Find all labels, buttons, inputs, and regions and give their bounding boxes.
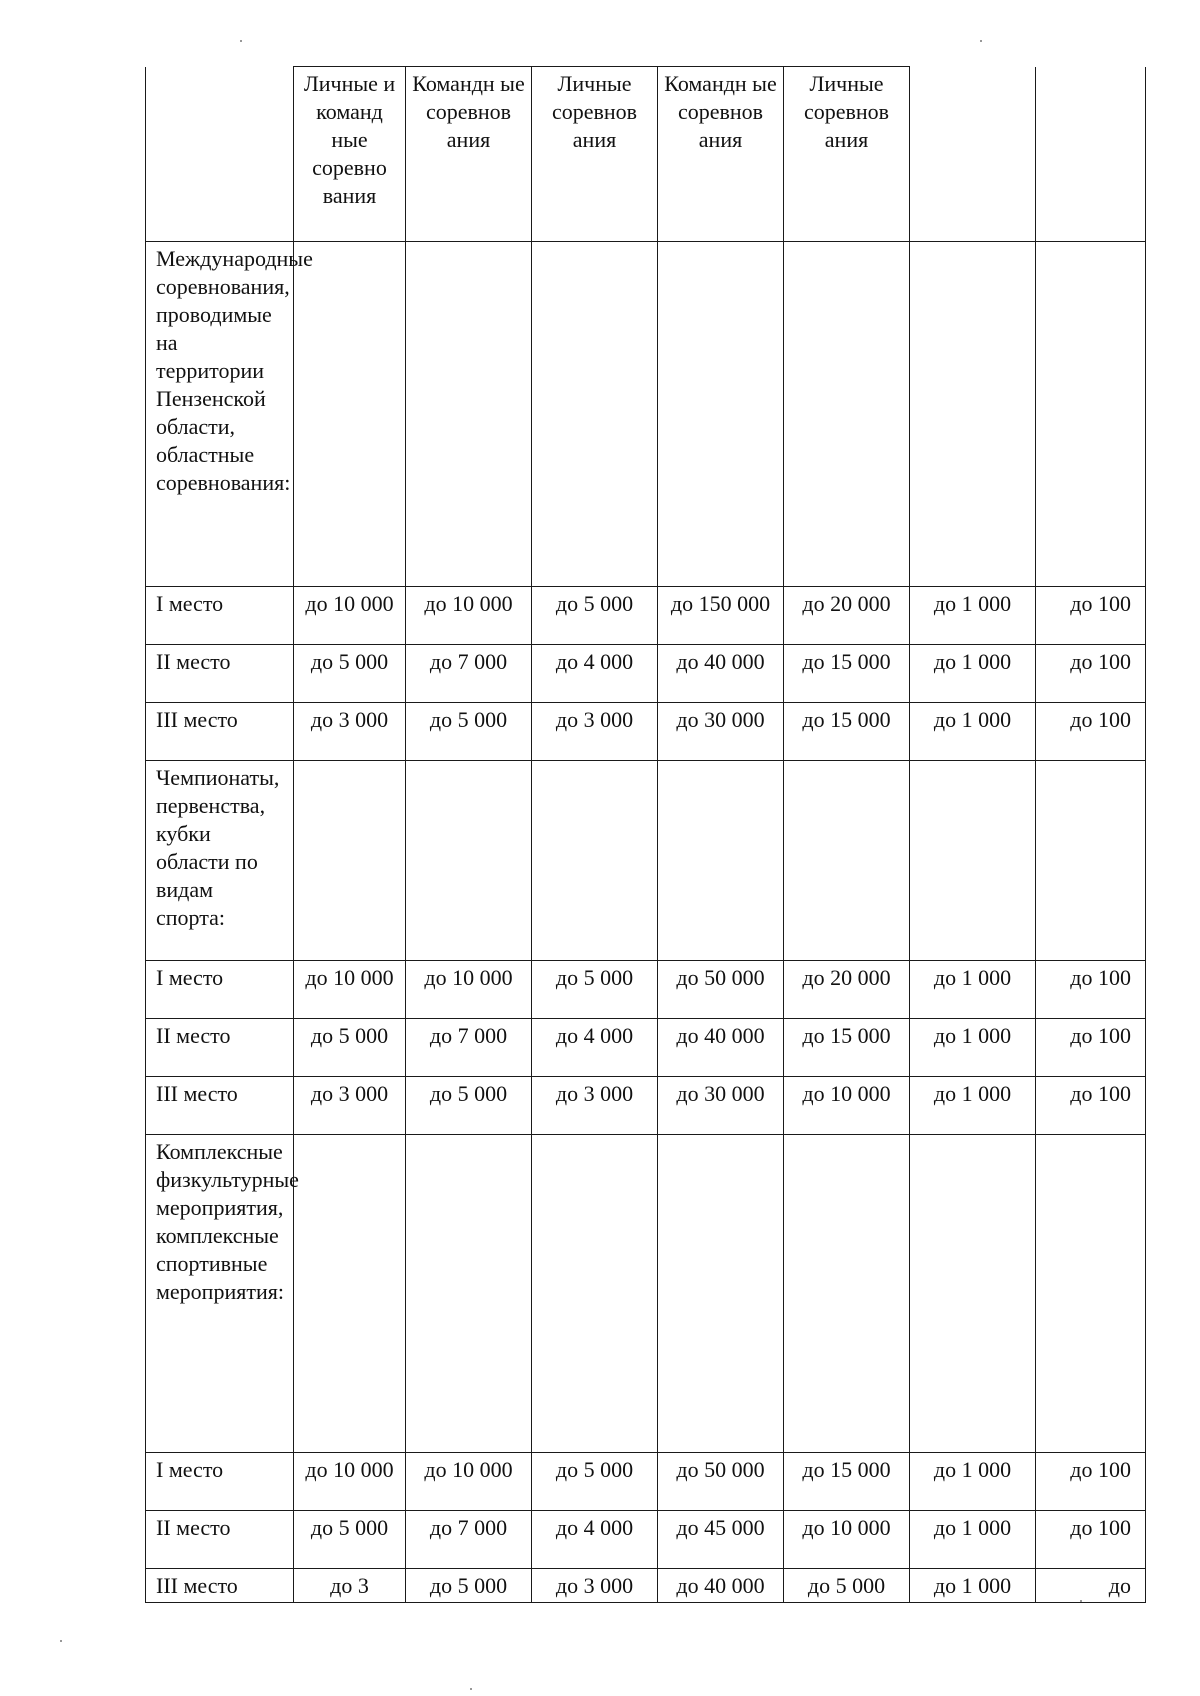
value-cell: до 1 000 — [910, 1019, 1036, 1077]
empty-cell — [406, 761, 532, 961]
value-cell: до 100 — [1036, 1019, 1146, 1077]
section-title: Международные соревнования, проводимые на территории Пензенской области, областные соревнования: — [146, 242, 294, 587]
section-title-row — [146, 242, 1146, 587]
section-title: Чемпионаты, первенства, кубки области по видам спорта: — [146, 761, 294, 961]
value-cell: до 1 000 — [910, 1077, 1036, 1135]
value-cell: до 5 000 — [294, 1019, 406, 1077]
value-cell: до 5 000 — [294, 645, 406, 703]
value-cell: до 3 000 — [532, 703, 658, 761]
value-cell: до 10 000 — [294, 961, 406, 1019]
value-cell: до 10 000 — [294, 1453, 406, 1511]
header-cell-3: Личные соревнов ания — [532, 67, 658, 242]
value-cell: до 40 000 — [658, 1019, 784, 1077]
value-cell: до 7 000 — [406, 1511, 532, 1569]
table-row — [146, 703, 1146, 761]
scan-speck — [60, 1640, 62, 1642]
value-cell: до 3 000 — [532, 1569, 658, 1603]
value-cell: до 30 000 — [658, 703, 784, 761]
value-cell: до 4 000 — [532, 645, 658, 703]
value-cell: до 10 000 — [406, 961, 532, 1019]
prize-table — [145, 66, 1146, 1603]
place-label: III место — [146, 703, 294, 761]
value-cell: до 3 — [294, 1569, 406, 1603]
value-cell: до 1 000 — [910, 961, 1036, 1019]
empty-cell — [910, 1135, 1036, 1453]
empty-cell — [1036, 761, 1146, 961]
value-cell: до 20 000 — [784, 961, 910, 1019]
table-body — [146, 67, 1146, 1603]
value-cell: до 1 000 — [910, 703, 1036, 761]
value-cell: до 5 000 — [532, 961, 658, 1019]
value-cell: до 40 000 — [658, 645, 784, 703]
table-row — [146, 1453, 1146, 1511]
value-cell: до 5 000 — [406, 703, 532, 761]
value-cell: до 5 000 — [532, 1453, 658, 1511]
value-cell: до 1 000 — [910, 1569, 1036, 1603]
value-cell: до 100 — [1036, 703, 1146, 761]
empty-cell — [532, 242, 658, 587]
empty-cell — [532, 761, 658, 961]
empty-cell — [784, 761, 910, 961]
section-title-row — [146, 761, 1146, 961]
empty-cell — [1036, 1135, 1146, 1453]
place-label: III место — [146, 1077, 294, 1135]
value-cell: до 3 000 — [294, 1077, 406, 1135]
place-label: II место — [146, 1511, 294, 1569]
section-title: Комплексные физкультурные мероприятия, комплексные спортивные мероприятия: — [146, 1135, 294, 1453]
header-cell-0 — [146, 67, 294, 242]
value-cell: до 5 000 — [532, 587, 658, 645]
value-cell: до 15 000 — [784, 703, 910, 761]
value-cell: до 4 000 — [532, 1019, 658, 1077]
empty-cell — [294, 242, 406, 587]
value-cell: до 7 000 — [406, 1019, 532, 1077]
place-label: II место — [146, 645, 294, 703]
value-cell: до 1 000 — [910, 645, 1036, 703]
scan-speck — [980, 40, 982, 42]
empty-cell — [910, 761, 1036, 961]
value-cell: до 40 000 — [658, 1569, 784, 1603]
value-cell: до 100 — [1036, 645, 1146, 703]
place-label: I место — [146, 961, 294, 1019]
value-cell: до 1 000 — [910, 587, 1036, 645]
value-cell: до 50 000 — [658, 1453, 784, 1511]
value-cell: до 1 000 — [910, 1511, 1036, 1569]
header-cell-7 — [1036, 67, 1146, 242]
value-cell: до 10 000 — [406, 587, 532, 645]
header-cell-5: Личные соревнов ания — [784, 67, 910, 242]
empty-cell — [294, 1135, 406, 1453]
empty-cell — [1036, 242, 1146, 587]
value-cell: до 15 000 — [784, 645, 910, 703]
value-cell: до 100 — [1036, 1077, 1146, 1135]
empty-cell — [910, 242, 1036, 587]
value-cell: до 15 000 — [784, 1453, 910, 1511]
value-cell: до 100 — [1036, 1511, 1146, 1569]
place-label: III место — [146, 1569, 294, 1603]
scan-speck — [470, 1688, 472, 1690]
section-title-row — [146, 1135, 1146, 1453]
value-cell: до 3 000 — [532, 1077, 658, 1135]
value-cell: до 50 000 — [658, 961, 784, 1019]
table-row — [146, 1511, 1146, 1569]
table-row — [146, 587, 1146, 645]
place-label: I место — [146, 587, 294, 645]
empty-cell — [658, 1135, 784, 1453]
empty-cell — [406, 1135, 532, 1453]
value-cell: до 5 000 — [406, 1077, 532, 1135]
table-row — [146, 961, 1146, 1019]
value-cell: до 100 — [1036, 1453, 1146, 1511]
value-cell: до 1 000 — [910, 1453, 1036, 1511]
value-cell: до 150 000 — [658, 587, 784, 645]
table-row — [146, 1569, 1146, 1603]
table-row — [146, 1019, 1146, 1077]
table-row — [146, 645, 1146, 703]
value-cell: до 5 000 — [784, 1569, 910, 1603]
value-cell: до — [1036, 1569, 1146, 1603]
value-cell: до 7 000 — [406, 645, 532, 703]
empty-cell — [532, 1135, 658, 1453]
value-cell: до 10 000 — [294, 587, 406, 645]
value-cell: до 5 000 — [294, 1511, 406, 1569]
value-cell: до 30 000 — [658, 1077, 784, 1135]
place-label: II место — [146, 1019, 294, 1077]
value-cell: до 4 000 — [532, 1511, 658, 1569]
value-cell: до 10 000 — [784, 1511, 910, 1569]
empty-cell — [784, 1135, 910, 1453]
header-cell-6 — [910, 67, 1036, 242]
header-cell-1: Личные и команд ные соревно вания — [294, 67, 406, 242]
value-cell: до 20 000 — [784, 587, 910, 645]
value-cell: до 45 000 — [658, 1511, 784, 1569]
empty-cell — [658, 761, 784, 961]
value-cell: до 15 000 — [784, 1019, 910, 1077]
value-cell: до 10 000 — [406, 1453, 532, 1511]
value-cell: до 3 000 — [294, 703, 406, 761]
empty-cell — [784, 242, 910, 587]
place-label: I место — [146, 1453, 294, 1511]
empty-cell — [294, 761, 406, 961]
header-cell-2: Командн ые соревнов ания — [406, 67, 532, 242]
scan-speck — [1080, 1600, 1082, 1602]
empty-cell — [406, 242, 532, 587]
table-row — [146, 1077, 1146, 1135]
scan-speck — [240, 40, 242, 42]
header-cell-4: Командн ые соревнов ания — [658, 67, 784, 242]
table-header-row — [146, 67, 1146, 242]
value-cell: до 100 — [1036, 961, 1146, 1019]
value-cell: до 100 — [1036, 587, 1146, 645]
value-cell: до 10 000 — [784, 1077, 910, 1135]
empty-cell — [658, 242, 784, 587]
value-cell: до 5 000 — [406, 1569, 532, 1603]
